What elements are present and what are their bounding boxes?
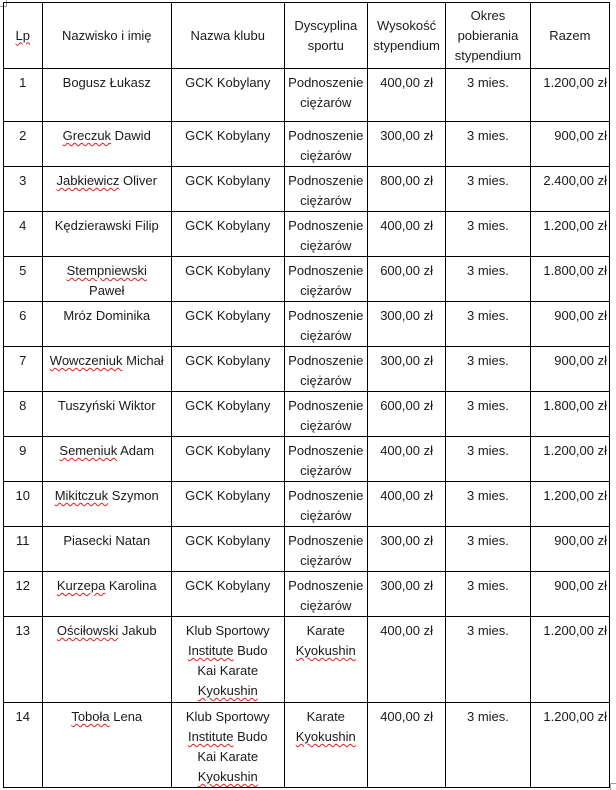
cell-text: Institute: [187, 643, 234, 658]
cell-total[interactable]: [530, 167, 609, 212]
cell-discipline[interactable]: [284, 212, 367, 257]
cell-lp[interactable]: [4, 69, 43, 122]
cell-amount[interactable]: [367, 212, 445, 257]
cell-text: 1.800,00 zł: [543, 263, 607, 278]
cell-amount[interactable]: [367, 437, 445, 482]
header-discipline[interactable]: Dyscyplina sportu: [284, 3, 367, 69]
cell-text: Budo: [233, 643, 268, 658]
cell-text: ciężarów: [300, 148, 352, 163]
cell-text: Podnoszenie: [288, 353, 364, 368]
cell-name[interactable]: [42, 572, 171, 617]
cell-discipline[interactable]: [284, 437, 367, 482]
header-amount[interactable]: Wysokość stypendium: [367, 3, 445, 69]
cell-amount[interactable]: [367, 482, 445, 527]
cell-text: 3 mies.: [466, 263, 509, 278]
cell-text: 3 mies.: [466, 443, 509, 458]
cell-text: GCK Kobylany: [185, 488, 271, 503]
table-row: [4, 392, 610, 437]
table-header-row: [4, 3, 610, 69]
cell-text: Jakub: [118, 623, 157, 638]
cell-text: ciężarów: [300, 193, 352, 208]
cell-line: [287, 416, 365, 436]
cell-text: 3 mies.: [466, 623, 509, 638]
cell-discipline[interactable]: [284, 703, 367, 788]
cell-discipline[interactable]: [284, 347, 367, 392]
header-club[interactable]: Nazwa klubu: [171, 3, 284, 69]
cell-text: ciężarów: [300, 95, 352, 110]
cell-name[interactable]: [42, 302, 171, 347]
cell-lp[interactable]: [4, 437, 43, 482]
cell-discipline[interactable]: [284, 392, 367, 437]
cell-text: 300,00 zł: [380, 308, 433, 323]
cell-text: Podnoszenie: [288, 308, 364, 323]
cell-total[interactable]: [530, 302, 609, 347]
cell-text: Piasecki Natan: [63, 533, 151, 548]
cell-period[interactable]: [446, 437, 530, 482]
cell-name[interactable]: [42, 167, 171, 212]
cell-text: Klub Sportowy: [185, 709, 270, 724]
cell-text: Institute: [187, 729, 234, 744]
header-total[interactable]: Razem: [530, 3, 609, 69]
cell-name[interactable]: [42, 437, 171, 482]
cell-text: Jabkiewicz: [56, 173, 120, 188]
cell-text: 12: [15, 578, 31, 593]
cell-lp[interactable]: [4, 703, 43, 788]
cell-line: [174, 767, 282, 787]
cell-discipline[interactable]: [284, 482, 367, 527]
cell-amount[interactable]: [367, 167, 445, 212]
cell-text: 300,00 zł: [380, 128, 433, 143]
cell-period[interactable]: [446, 257, 530, 302]
cell-text: 900,00 zł: [554, 353, 607, 368]
cell-text: GCK Kobylany: [185, 398, 271, 413]
cell-text: Karate: [306, 623, 345, 638]
table-row: [4, 572, 610, 617]
cell-text: ciężarów: [300, 418, 352, 433]
cell-period[interactable]: [446, 482, 530, 527]
cell-text: ciężarów: [300, 283, 352, 298]
cell-amount[interactable]: [367, 302, 445, 347]
cell-period[interactable]: [446, 122, 530, 167]
cell-lp[interactable]: [4, 392, 43, 437]
cell-text: Paweł: [89, 283, 125, 298]
cell-text: Stempniewski: [66, 263, 147, 278]
cell-line: [287, 506, 365, 526]
cell-total[interactable]: [530, 437, 609, 482]
cell-text: 900,00 zł: [554, 533, 607, 548]
cell-text: GCK Kobylany: [185, 533, 271, 548]
cell-lp[interactable]: [4, 257, 43, 302]
cell-text: 3 mies.: [466, 488, 509, 503]
table-row: [4, 437, 610, 482]
cell-text: 3 mies.: [466, 173, 509, 188]
cell-line: [287, 281, 365, 301]
cell-club[interactable]: [171, 167, 284, 212]
table-row: [4, 617, 610, 703]
cell-name[interactable]: [42, 69, 171, 122]
cell-text: Ościłowski: [56, 623, 119, 638]
cell-text: Kai Karate: [197, 749, 259, 764]
cell-text: ciężarów: [300, 598, 352, 613]
cell-text: ciężarów: [300, 553, 352, 568]
cell-text: Kędzierawski Filip: [54, 218, 159, 233]
cell-club[interactable]: [171, 69, 284, 122]
cell-total[interactable]: [530, 347, 609, 392]
cell-lp[interactable]: [4, 122, 43, 167]
cell-line: [287, 461, 365, 481]
cell-discipline[interactable]: [284, 527, 367, 572]
cell-amount[interactable]: [367, 527, 445, 572]
cell-club[interactable]: [171, 437, 284, 482]
cell-name[interactable]: [42, 527, 171, 572]
cell-lp[interactable]: [4, 572, 43, 617]
cell-text: 10: [15, 488, 31, 503]
cell-total[interactable]: [530, 703, 609, 788]
cell-text: GCK Kobylany: [185, 443, 271, 458]
cell-text: Mikitczuk: [54, 488, 109, 503]
cell-text: Kyokushin: [197, 683, 258, 698]
cell-text: Podnoszenie: [288, 263, 364, 278]
cell-text: 300,00 zł: [380, 533, 433, 548]
cell-text: 400,00 zł: [380, 75, 433, 90]
table-row: [4, 703, 610, 788]
cell-discipline[interactable]: [284, 167, 367, 212]
cell-name[interactable]: [42, 617, 171, 703]
cell-line: [287, 551, 365, 571]
cell-text: 8: [19, 398, 27, 413]
cell-discipline[interactable]: [284, 617, 367, 703]
cell-amount[interactable]: [367, 617, 445, 703]
cell-club[interactable]: [171, 703, 284, 788]
cell-text: 900,00 zł: [554, 128, 607, 143]
cell-text: 400,00 zł: [380, 218, 433, 233]
cell-text: 300,00 zł: [380, 578, 433, 593]
cell-text: 3 mies.: [466, 578, 509, 593]
cell-text: 600,00 zł: [380, 398, 433, 413]
cell-text: 3 mies.: [466, 308, 509, 323]
cell-text: GCK Kobylany: [185, 308, 271, 323]
cell-text: 400,00 zł: [380, 709, 433, 724]
cell-text: Wowczeniuk: [49, 353, 123, 368]
cell-text: 2.400,00 zł: [543, 173, 607, 188]
cell-text: 1.200,00 zł: [543, 488, 607, 503]
cell-text: 3 mies.: [466, 533, 509, 548]
cell-lp[interactable]: [4, 167, 43, 212]
cell-amount[interactable]: [367, 122, 445, 167]
cell-name[interactable]: [42, 703, 171, 788]
cell-line: [287, 146, 365, 166]
cell-text: Karolina: [105, 578, 157, 593]
cell-text: Podnoszenie: [288, 173, 364, 188]
cell-text: Podnoszenie: [288, 488, 364, 503]
cell-total[interactable]: [530, 482, 609, 527]
cell-text: 1.200,00 zł: [543, 709, 607, 724]
cell-text: 3: [19, 173, 27, 188]
cell-club[interactable]: [171, 122, 284, 167]
cell-period[interactable]: [446, 392, 530, 437]
cell-amount[interactable]: [367, 347, 445, 392]
cell-text: 6: [19, 308, 27, 323]
cell-text: 400,00 zł: [380, 443, 433, 458]
cell-lp[interactable]: [4, 617, 43, 703]
cell-text: 400,00 zł: [380, 623, 433, 638]
cell-text: GCK Kobylany: [185, 75, 271, 90]
cell-text: 3 mies.: [466, 353, 509, 368]
header-lp[interactable]: Lp: [4, 3, 43, 69]
cell-name[interactable]: [42, 347, 171, 392]
cell-text: ciężarów: [300, 238, 352, 253]
cell-discipline[interactable]: [284, 302, 367, 347]
cell-text: GCK Kobylany: [185, 353, 271, 368]
scholarship-table: [3, 2, 610, 788]
table-row: [4, 527, 610, 572]
cell-club[interactable]: [171, 482, 284, 527]
table-row: [4, 212, 610, 257]
cell-text: 1.200,00 zł: [543, 218, 607, 233]
cell-lp[interactable]: [4, 347, 43, 392]
cell-text: 11: [16, 533, 30, 548]
cell-club[interactable]: [171, 392, 284, 437]
cell-period[interactable]: [446, 572, 530, 617]
cell-text: GCK Kobylany: [185, 173, 271, 188]
cell-text: Adam: [117, 443, 155, 458]
cell-period[interactable]: [446, 347, 530, 392]
cell-text: Klub Sportowy: [185, 623, 270, 638]
cell-amount[interactable]: [367, 69, 445, 122]
cell-line: [174, 681, 282, 701]
table-row: [4, 482, 610, 527]
cell-text: Lena: [109, 709, 143, 724]
cell-period[interactable]: [446, 302, 530, 347]
cell-text: Oliver: [119, 173, 157, 188]
cell-text: 3 mies.: [466, 128, 509, 143]
cell-text: 900,00 zł: [554, 308, 607, 323]
cell-text: Szymon: [108, 488, 159, 503]
cell-discipline[interactable]: [284, 122, 367, 167]
cell-text: 2: [19, 128, 27, 143]
cell-total[interactable]: [530, 122, 609, 167]
cell-text: Kurzepa: [56, 578, 106, 593]
cell-text: 400,00 zł: [380, 488, 433, 503]
cell-period[interactable]: [446, 212, 530, 257]
cell-club[interactable]: [171, 617, 284, 703]
cell-text: Podnoszenie: [288, 75, 364, 90]
table-row: [4, 347, 610, 392]
cell-period[interactable]: [446, 703, 530, 788]
cell-text: ciężarów: [300, 328, 352, 343]
table-row: [4, 122, 610, 167]
cell-club[interactable]: [171, 572, 284, 617]
cell-line: [287, 236, 365, 256]
cell-text: Podnoszenie: [288, 398, 364, 413]
table-row: [4, 257, 610, 302]
cell-amount[interactable]: [367, 572, 445, 617]
cell-total[interactable]: [530, 572, 609, 617]
cell-club[interactable]: [171, 302, 284, 347]
cell-text: ciężarów: [300, 463, 352, 478]
cell-text: Podnoszenie: [288, 218, 364, 233]
table-row: [4, 69, 610, 122]
cell-text: Podnoszenie: [288, 443, 364, 458]
cell-club[interactable]: [171, 347, 284, 392]
cell-line: [287, 596, 365, 616]
cell-text: ciężarów: [300, 373, 352, 388]
cell-line: [287, 727, 365, 747]
cell-text: 1.200,00 zł: [543, 623, 607, 638]
cell-text: Dawid: [111, 128, 151, 143]
cell-line: [174, 641, 282, 661]
cell-text: Greczuk: [62, 128, 112, 143]
table-body: [4, 69, 610, 788]
cell-lp[interactable]: [4, 302, 43, 347]
cell-text: 3 mies.: [466, 709, 509, 724]
cell-club[interactable]: [171, 527, 284, 572]
cell-text: 1.200,00 zł: [543, 443, 607, 458]
cell-text: 7: [19, 353, 27, 368]
cell-text: 5: [19, 263, 27, 278]
cell-text: Podnoszenie: [288, 533, 364, 548]
cell-text: 600,00 zł: [380, 263, 433, 278]
cell-text: 9: [19, 443, 27, 458]
table-row: [4, 167, 610, 212]
cell-text: Tuszyński Wiktor: [57, 398, 156, 413]
page-corner-mark: [610, 783, 616, 790]
cell-text: Semeniuk: [59, 443, 118, 458]
cell-discipline[interactable]: [284, 572, 367, 617]
cell-line: [287, 641, 365, 661]
cell-text: 13: [15, 623, 31, 638]
cell-period[interactable]: [446, 527, 530, 572]
cell-line: [174, 727, 282, 747]
cell-name[interactable]: [42, 257, 171, 302]
cell-name[interactable]: [42, 122, 171, 167]
cell-text: 14: [15, 709, 31, 724]
cell-text: 1.200,00 zł: [543, 75, 607, 90]
cell-text: GCK Kobylany: [185, 218, 271, 233]
cell-club[interactable]: [171, 212, 284, 257]
cell-name[interactable]: [42, 212, 171, 257]
cell-text: Podnoszenie: [288, 578, 364, 593]
cell-text: Kyokushin: [295, 729, 356, 744]
cell-text: Toboła: [71, 709, 110, 724]
cell-text: Kyokushin: [197, 769, 258, 784]
cell-text: 900,00 zł: [554, 578, 607, 593]
header-name[interactable]: Nazwisko i imię: [42, 3, 171, 69]
cell-text: Bogusz Łukasz: [62, 75, 151, 90]
cell-text: GCK Kobylany: [185, 578, 271, 593]
table-row: [4, 302, 610, 347]
cell-line: [287, 93, 365, 113]
cell-discipline[interactable]: [284, 69, 367, 122]
cell-total[interactable]: [530, 392, 609, 437]
cell-amount[interactable]: [367, 257, 445, 302]
cell-text: 1.800,00 zł: [543, 398, 607, 413]
cell-lp[interactable]: [4, 527, 43, 572]
cell-text: GCK Kobylany: [185, 128, 271, 143]
cell-discipline[interactable]: [284, 257, 367, 302]
cell-text: Podnoszenie: [288, 128, 364, 143]
cell-club[interactable]: [171, 257, 284, 302]
cell-text: 3 mies.: [466, 75, 509, 90]
cell-name[interactable]: [42, 392, 171, 437]
cell-amount[interactable]: [367, 703, 445, 788]
cell-text: 300,00 zł: [380, 353, 433, 368]
cell-text: 800,00 zł: [380, 173, 433, 188]
cell-text: 3 mies.: [466, 218, 509, 233]
cell-text: 4: [19, 218, 27, 233]
cell-line: [287, 371, 365, 391]
cell-text: 1: [19, 75, 27, 90]
cell-amount[interactable]: [367, 392, 445, 437]
cell-text: Mróz Dominika: [63, 308, 151, 323]
cell-total[interactable]: [530, 527, 609, 572]
cell-total[interactable]: [530, 69, 609, 122]
cell-text: Michał: [122, 353, 164, 368]
cell-line: [287, 191, 365, 211]
cell-text: Budo: [233, 729, 268, 744]
cell-text: Kyokushin: [295, 643, 356, 658]
cell-period[interactable]: [446, 167, 530, 212]
cell-text: ciężarów: [300, 508, 352, 523]
cell-text: Kai Karate: [197, 663, 259, 678]
cell-total[interactable]: [530, 212, 609, 257]
header-period[interactable]: Okres pobierania stypendium: [446, 3, 530, 69]
cell-text: 3 mies.: [466, 398, 509, 413]
cell-total[interactable]: [530, 257, 609, 302]
cell-text: GCK Kobylany: [185, 263, 271, 278]
cell-name[interactable]: [42, 482, 171, 527]
cell-line: [287, 326, 365, 346]
cell-period[interactable]: [446, 69, 530, 122]
cell-period[interactable]: [446, 617, 530, 703]
cell-total[interactable]: [530, 617, 609, 703]
cell-lp[interactable]: [4, 482, 43, 527]
cell-lp[interactable]: [4, 212, 43, 257]
cell-text: Karate: [306, 709, 345, 724]
